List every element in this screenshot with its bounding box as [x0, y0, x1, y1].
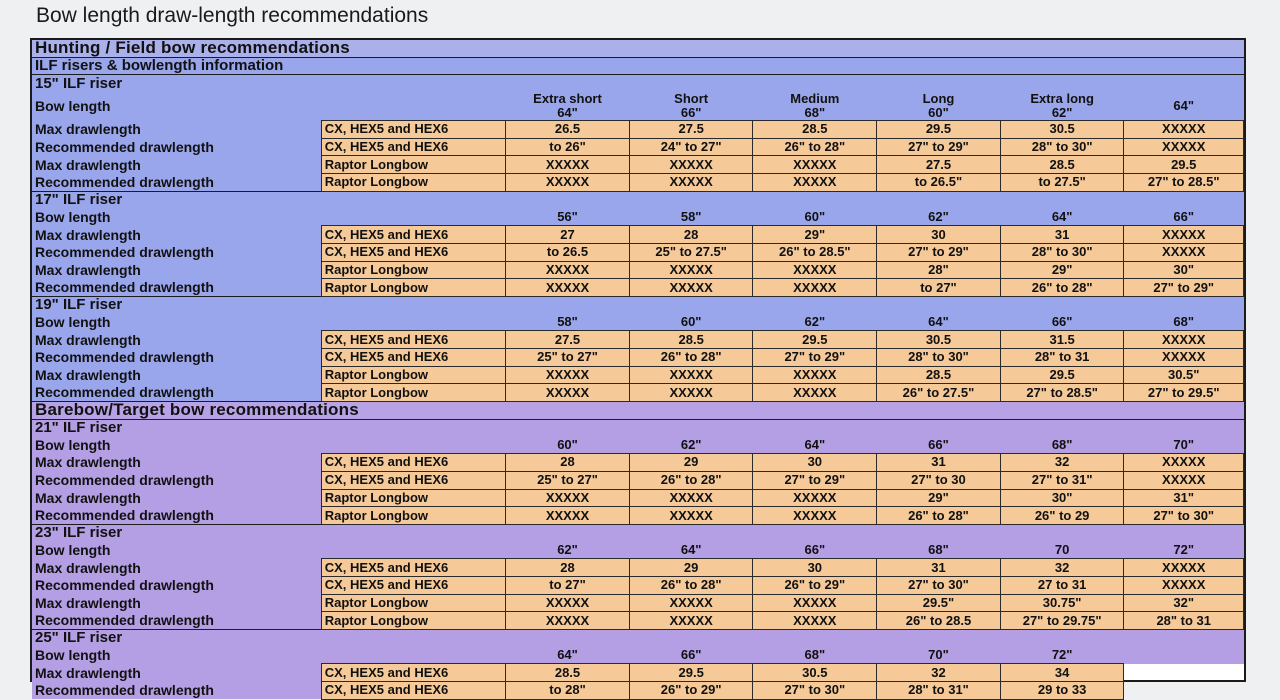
drawlength-value: 27" to 28.5" [1000, 384, 1124, 402]
drawlength-value: 31 [877, 454, 1001, 472]
drawlength-row [32, 349, 1244, 367]
drawlength-value: XXXXX [1124, 576, 1244, 594]
drawlength-value: XXXXX [629, 156, 753, 174]
row-model: CX, HEX5 and HEX6 [321, 121, 505, 139]
drawlength-value: 32 [1000, 454, 1124, 472]
drawlength-value: 27 [506, 226, 630, 244]
drawlength-value: 27" to 29.5" [1124, 384, 1244, 402]
bow-length-value: 64" [1124, 92, 1244, 121]
drawlength-value: XXXXX [753, 612, 877, 630]
row-label: Max drawlength [32, 594, 321, 612]
drawlength-value: 29.5 [629, 664, 753, 682]
drawlength-value: XXXXX [1124, 331, 1244, 349]
drawlength-value: to 26" [506, 138, 630, 156]
section-subtitle: ILF risers & bowlength information [32, 57, 1244, 75]
bow-length-value: 62" [629, 436, 753, 453]
drawlength-value: 27" to 28.5" [1124, 174, 1244, 192]
drawlength-value: 27.5 [506, 331, 630, 349]
drawlength-value: 29 [629, 454, 753, 472]
drawlength-value: XXXXX [753, 174, 877, 192]
drawlength-value: XXXXX [753, 366, 877, 384]
drawlength-value: 28" to 31" [877, 682, 1001, 700]
riser-name: 17" ILF riser [32, 191, 1244, 208]
row-label: Recommended drawlength [32, 576, 321, 594]
drawlength-value: XXXXX [753, 594, 877, 612]
drawlength-value: 28.5 [629, 331, 753, 349]
drawlength-value: 29.5 [877, 121, 1001, 139]
drawlength-value: 25" to 27" [506, 471, 630, 489]
row-label: Recommended drawlength [32, 279, 321, 297]
riser-name: 15" ILF riser [32, 75, 1244, 92]
drawlength-value: 27" to 30" [753, 682, 877, 700]
empty-cell [321, 436, 505, 453]
drawlength-value: 28.5 [753, 121, 877, 139]
row-label: Recommended drawlength [32, 138, 321, 156]
drawlength-value: XXXXX [1124, 471, 1244, 489]
drawlength-value: 26" to 28.5 [877, 612, 1001, 630]
bow-length-value: 60" [753, 209, 877, 226]
drawlength-value: 29" [877, 489, 1001, 507]
recommendation-table [30, 38, 1246, 699]
drawlength-value: XXXXX [753, 507, 877, 525]
drawlength-value: XXXXX [629, 612, 753, 630]
drawlength-value: 27" to 29" [877, 243, 1001, 261]
drawlength-value: XXXXX [629, 594, 753, 612]
drawlength-value: XXXXX [629, 366, 753, 384]
drawlength-row [32, 682, 1244, 700]
drawlength-value: 27" to 30" [1124, 507, 1244, 525]
drawlength-value: 31" [1124, 489, 1244, 507]
row-model: CX, HEX5 and HEX6 [321, 331, 505, 349]
drawlength-row [32, 471, 1244, 489]
row-model: Raptor Longbow [321, 384, 505, 402]
riser-row [32, 75, 1244, 92]
bow-length-value: 68" [753, 647, 877, 664]
drawlength-value: 29 to 33 [1000, 682, 1124, 700]
bow-length-value: 72" [1000, 647, 1124, 664]
drawlength-value: to 26.5" [877, 174, 1001, 192]
empty-cell [321, 542, 505, 559]
bow-length-value: Short 66" [629, 92, 753, 121]
row-model: Raptor Longbow [321, 366, 505, 384]
row-label: Recommended drawlength [32, 174, 321, 192]
drawlength-value: XXXXX [506, 366, 630, 384]
drawlength-value: 26" to 28" [1000, 279, 1124, 297]
drawlength-value: XXXXX [629, 174, 753, 192]
bow-length-value: 60" [506, 436, 630, 453]
drawlength-value: 32 [1000, 559, 1124, 577]
row-label: Recommended drawlength [32, 612, 321, 630]
row-model: CX, HEX5 and HEX6 [321, 138, 505, 156]
drawlength-value: 30.5 [753, 664, 877, 682]
row-label: Recommended drawlength [32, 471, 321, 489]
bow-length-label: Bow length [32, 314, 321, 331]
drawlength-value: 31.5 [1000, 331, 1124, 349]
row-model: CX, HEX5 and HEX6 [321, 576, 505, 594]
drawlength-value: 30 [753, 454, 877, 472]
drawlength-value: XXXXX [1124, 121, 1244, 139]
drawlength-value: 28.5 [877, 366, 1001, 384]
drawlength-value: 26" to 29 [1000, 507, 1124, 525]
drawlength-value: XXXXX [753, 384, 877, 402]
drawlength-value: to 26.5 [506, 243, 630, 261]
drawlength-value: 30" [1000, 489, 1124, 507]
drawlength-value: to 27" [877, 279, 1001, 297]
drawlength-value: XXXXX [753, 156, 877, 174]
bow-length-value: 66" [1124, 209, 1244, 226]
empty-cell [321, 647, 505, 664]
drawlength-value: 28.5 [506, 664, 630, 682]
bow-length-value: 64" [753, 436, 877, 453]
row-label: Recommended drawlength [32, 682, 321, 700]
bow-length-label: Bow length [32, 209, 321, 226]
drawlength-value: 29.5 [1000, 366, 1124, 384]
row-label: Recommended drawlength [32, 349, 321, 367]
drawlength-value: XXXXX [1124, 454, 1244, 472]
drawlength-row [32, 594, 1244, 612]
section-title-row [32, 402, 1244, 420]
row-model: Raptor Longbow [321, 507, 505, 525]
row-model: CX, HEX5 and HEX6 [321, 243, 505, 261]
drawlength-value: 28" to 31 [1000, 349, 1124, 367]
row-label: Max drawlength [32, 331, 321, 349]
drawlength-value: 28 [629, 226, 753, 244]
bow-length-row [32, 209, 1244, 226]
drawlength-value: XXXXX [506, 489, 630, 507]
bow-length-value: Extra long 62" [1000, 92, 1124, 121]
row-model: Raptor Longbow [321, 594, 505, 612]
drawlength-value: 26" to 28.5" [753, 243, 877, 261]
drawlength-value: 29 [629, 559, 753, 577]
drawlength-value: XXXXX [629, 261, 753, 279]
drawlength-value: 27" to 29" [753, 349, 877, 367]
drawlength-value: 24" to 27" [629, 138, 753, 156]
drawlength-value: 32" [1124, 594, 1244, 612]
drawlength-value: 27" to 30" [877, 576, 1001, 594]
bow-length-value: 66" [877, 436, 1001, 453]
bow-length-value: 62" [877, 209, 1001, 226]
drawlength-value: XXXXX [506, 156, 630, 174]
drawlength-value: 29" [1000, 261, 1124, 279]
bow-length-value: 72" [1124, 542, 1244, 559]
bow-length-value: 70 [1000, 542, 1124, 559]
riser-row [32, 419, 1244, 436]
bow-length-row [32, 542, 1244, 559]
section-title: Hunting / Field bow recommendations [32, 40, 1244, 57]
drawlength-row [32, 331, 1244, 349]
drawlength-row [32, 576, 1244, 594]
drawlength-value: XXXXX [506, 261, 630, 279]
drawlength-value: 27" to 29" [1124, 279, 1244, 297]
drawlength-value: 27.5 [877, 156, 1001, 174]
row-label: Max drawlength [32, 226, 321, 244]
empty-cell [321, 209, 505, 226]
drawlength-value: 29.5 [753, 331, 877, 349]
row-model: CX, HEX5 and HEX6 [321, 559, 505, 577]
section-subtitle-row [32, 57, 1244, 75]
bow-length-row [32, 436, 1244, 453]
row-label: Max drawlength [32, 156, 321, 174]
drawlength-value: XXXXX [629, 279, 753, 297]
drawlength-value: XXXXX [629, 507, 753, 525]
drawlength-value [1124, 682, 1244, 700]
drawlength-table [32, 40, 1244, 700]
row-model: CX, HEX5 and HEX6 [321, 349, 505, 367]
drawlength-value: 31 [1000, 226, 1124, 244]
drawlength-value: XXXXX [506, 612, 630, 630]
bow-length-value: 68" [1124, 314, 1244, 331]
row-model: Raptor Longbow [321, 489, 505, 507]
drawlength-value: 26" to 28" [877, 507, 1001, 525]
drawlength-value: 26" to 28" [629, 471, 753, 489]
riser-name: 21" ILF riser [32, 419, 1244, 436]
bow-length-value: 58" [629, 209, 753, 226]
drawlength-value: to 27.5" [1000, 174, 1124, 192]
row-label: Max drawlength [32, 559, 321, 577]
drawlength-value: 28 [506, 454, 630, 472]
row-model: CX, HEX5 and HEX6 [321, 471, 505, 489]
drawlength-value: XXXXX [629, 384, 753, 402]
bow-length-value: 64" [629, 542, 753, 559]
row-label: Max drawlength [32, 366, 321, 384]
empty-cell [321, 314, 505, 331]
drawlength-value: 26" to 27.5" [877, 384, 1001, 402]
drawlength-value: XXXXX [506, 174, 630, 192]
bow-length-value: 68" [877, 542, 1001, 559]
drawlength-row [32, 612, 1244, 630]
drawlength-value: 26" to 28" [753, 138, 877, 156]
drawlength-row [32, 174, 1244, 192]
bow-length-label: Bow length [32, 92, 321, 121]
drawlength-value: 26.5 [506, 121, 630, 139]
bow-length-value [1124, 647, 1244, 664]
row-model: CX, HEX5 and HEX6 [321, 226, 505, 244]
drawlength-value [1124, 664, 1244, 682]
riser-name: 23" ILF riser [32, 524, 1244, 541]
drawlength-value: XXXXX [506, 384, 630, 402]
section-title: Barebow/Target bow recommendations [32, 402, 1244, 420]
bow-length-label: Bow length [32, 542, 321, 559]
drawlength-value: 28" to 30" [877, 349, 1001, 367]
riser-name: 19" ILF riser [32, 296, 1244, 313]
drawlength-value: 29" [753, 226, 877, 244]
row-model: Raptor Longbow [321, 612, 505, 630]
bow-length-value: 70" [877, 647, 1001, 664]
bow-length-value: 58" [506, 314, 630, 331]
drawlength-value: 30.75" [1000, 594, 1124, 612]
row-label: Max drawlength [32, 454, 321, 472]
drawlength-value: 32 [877, 664, 1001, 682]
drawlength-row [32, 384, 1244, 402]
bow-length-value: 66" [1000, 314, 1124, 331]
drawlength-value: XXXXX [1124, 349, 1244, 367]
bow-length-value: 64" [1000, 209, 1124, 226]
bow-length-row [32, 314, 1244, 331]
drawlength-value: 30 [877, 226, 1001, 244]
drawlength-value: 27 to 31 [1000, 576, 1124, 594]
drawlength-value: 31 [877, 559, 1001, 577]
drawlength-value: XXXXX [506, 594, 630, 612]
drawlength-value: 28" to 30" [1000, 138, 1124, 156]
drawlength-value: 28 [506, 559, 630, 577]
drawlength-value: 27" to 31" [1000, 471, 1124, 489]
drawlength-value: to 27" [506, 576, 630, 594]
drawlength-row [32, 489, 1244, 507]
drawlength-value: XXXXX [753, 489, 877, 507]
row-label: Max drawlength [32, 664, 321, 682]
drawlength-value: 26" to 29" [629, 682, 753, 700]
row-label: Recommended drawlength [32, 507, 321, 525]
row-model: CX, HEX5 and HEX6 [321, 664, 505, 682]
bow-length-value: 60" [629, 314, 753, 331]
bow-length-value: Extra short 64" [506, 92, 630, 121]
drawlength-row [32, 138, 1244, 156]
row-label: Max drawlength [32, 489, 321, 507]
drawlength-row [32, 226, 1244, 244]
drawlength-value: XXXXX [1124, 138, 1244, 156]
riser-name: 25" ILF riser [32, 630, 1244, 647]
drawlength-row [32, 559, 1244, 577]
drawlength-value: 26" to 28" [629, 349, 753, 367]
drawlength-row [32, 454, 1244, 472]
drawlength-value: XXXXX [753, 279, 877, 297]
drawlength-row [32, 156, 1244, 174]
drawlength-value: to 28" [506, 682, 630, 700]
drawlength-value: 30 [753, 559, 877, 577]
drawlength-value: 30" [1124, 261, 1244, 279]
row-label: Recommended drawlength [32, 243, 321, 261]
row-model: CX, HEX5 and HEX6 [321, 682, 505, 700]
drawlength-row [32, 261, 1244, 279]
row-model: Raptor Longbow [321, 261, 505, 279]
empty-cell [321, 92, 505, 121]
bow-length-label: Bow length [32, 647, 321, 664]
row-model: Raptor Longbow [321, 279, 505, 297]
drawlength-value: 30.5 [877, 331, 1001, 349]
drawlength-value: XXXXX [1124, 243, 1244, 261]
drawlength-value: 28" to 30" [1000, 243, 1124, 261]
drawlength-value: 27" to 29.75" [1000, 612, 1124, 630]
riser-row [32, 191, 1244, 208]
section-title-row [32, 40, 1244, 57]
drawlength-row [32, 121, 1244, 139]
drawlength-value: XXXXX [506, 507, 630, 525]
row-label: Recommended drawlength [32, 384, 321, 402]
bow-length-row [32, 92, 1244, 121]
bow-length-value: 62" [753, 314, 877, 331]
bow-length-value: 66" [753, 542, 877, 559]
drawlength-row [32, 243, 1244, 261]
drawlength-value: 27" to 30 [877, 471, 1001, 489]
bow-length-value: 68" [1000, 436, 1124, 453]
row-label: Max drawlength [32, 121, 321, 139]
drawlength-value: 28" [877, 261, 1001, 279]
drawlength-value: 27.5 [629, 121, 753, 139]
drawlength-value: XXXXX [506, 279, 630, 297]
drawlength-value: 28" to 31 [1124, 612, 1244, 630]
drawlength-value: 30.5 [1000, 121, 1124, 139]
drawlength-value: 25" to 27" [506, 349, 630, 367]
drawlength-value: XXXXX [1124, 226, 1244, 244]
drawlength-value: 28.5 [1000, 156, 1124, 174]
bow-length-label: Bow length [32, 436, 321, 453]
riser-row [32, 524, 1244, 541]
riser-row [32, 296, 1244, 313]
page-title: Bow length draw-length recommendations [36, 4, 429, 27]
drawlength-value: 26" to 28" [629, 576, 753, 594]
drawlength-value: XXXXX [629, 489, 753, 507]
drawlength-row [32, 279, 1244, 297]
drawlength-value: 29.5 [1124, 156, 1244, 174]
drawlength-value: 29.5" [877, 594, 1001, 612]
drawlength-value: XXXXX [1124, 559, 1244, 577]
row-model: Raptor Longbow [321, 156, 505, 174]
drawlength-value: 27" to 29" [753, 471, 877, 489]
bow-length-value: 64" [877, 314, 1001, 331]
bow-length-value: 64" [506, 647, 630, 664]
bow-length-value: 66" [629, 647, 753, 664]
drawlength-value: XXXXX [753, 261, 877, 279]
row-model: Raptor Longbow [321, 174, 505, 192]
bow-length-value: 70" [1124, 436, 1244, 453]
bow-length-value: 62" [506, 542, 630, 559]
drawlength-value: 30.5" [1124, 366, 1244, 384]
bow-length-row [32, 647, 1244, 664]
drawlength-row [32, 507, 1244, 525]
drawlength-row [32, 664, 1244, 682]
riser-row [32, 630, 1244, 647]
drawlength-value: 26" to 29" [753, 576, 877, 594]
row-model: CX, HEX5 and HEX6 [321, 454, 505, 472]
drawlength-value: 34 [1000, 664, 1124, 682]
row-label: Max drawlength [32, 261, 321, 279]
drawlength-value: 27" to 29" [877, 138, 1001, 156]
bow-length-value: Medium 68" [753, 92, 877, 121]
bow-length-value: 56" [506, 209, 630, 226]
drawlength-row [32, 366, 1244, 384]
drawlength-value: 25" to 27.5" [629, 243, 753, 261]
bow-length-value: Long 60" [877, 92, 1001, 121]
